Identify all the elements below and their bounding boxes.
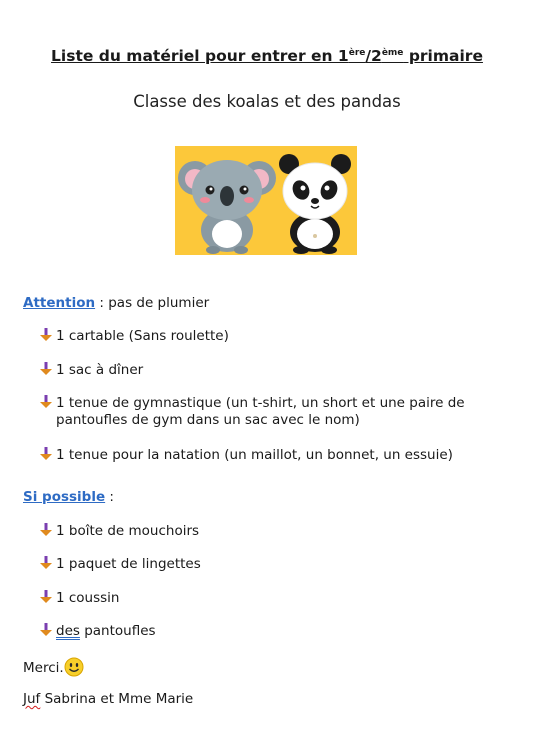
- merci-text: Merci.: [23, 660, 64, 676]
- list-item-text: 1 paquet de lingettes: [56, 556, 201, 572]
- bullet-arrow-icon: [40, 395, 52, 409]
- list-item: [40, 328, 510, 345]
- title-sup-1: ère: [348, 47, 366, 58]
- bullet-arrow-icon: [40, 447, 52, 461]
- list-item-text: 1 boîte de mouchoirs: [56, 523, 200, 539]
- signature-rest: Sabrina et Mme Marie: [40, 691, 194, 707]
- bullet-arrow-icon: [40, 328, 52, 342]
- list-item-text: 1 tenue pour la natation (un maillot, un bonnet, un essuie): [56, 447, 453, 463]
- list-item: [40, 556, 510, 573]
- title-text-2: /2: [365, 47, 382, 65]
- illustration-svg: [175, 146, 357, 255]
- list-item: [40, 395, 510, 429]
- panda-icon: [279, 154, 351, 254]
- list-item-text: 1 coussin: [56, 590, 120, 606]
- list-item-text: 1 tenue de gymnastique (un t-shirt, un short et une paire de pantoufles de gym dans un sac avec le nom): [56, 395, 465, 428]
- class-subtitle: Classe des koalas et des pandas: [133, 92, 401, 111]
- attention-text: : pas de plumier: [95, 295, 210, 311]
- closing-line: [23, 657, 84, 677]
- bullet-arrow-icon: [40, 623, 52, 637]
- list-item: [40, 523, 510, 540]
- list-item-text: 1 cartable (Sans roulette): [56, 328, 229, 344]
- list-item: [40, 362, 510, 379]
- optional-line: [23, 489, 114, 505]
- bullet-arrow-icon: [40, 523, 52, 537]
- list-item: [40, 447, 510, 464]
- list-item-rest: pantoufles: [79, 623, 156, 639]
- document-title: [0, 47, 534, 65]
- list-item: [40, 623, 510, 640]
- attention-line: [23, 295, 209, 311]
- list-item-text: 1 sac à dîner: [56, 362, 144, 378]
- bullet-arrow-icon: [40, 556, 52, 570]
- signature-first-word: Juf: [23, 691, 41, 707]
- title-text-3: primaire: [403, 47, 483, 65]
- bullet-arrow-icon: [40, 590, 52, 604]
- smiley-icon: [64, 657, 84, 677]
- list-item-text: [56, 623, 510, 640]
- koala-icon: [178, 160, 276, 254]
- signature-line: [23, 691, 193, 707]
- title-text-1: Liste du matériel pour entrer en 1: [51, 47, 349, 65]
- optional-text: :: [105, 489, 114, 505]
- title-sup-2: ème: [381, 47, 404, 58]
- koala-panda-illustration: [175, 146, 357, 255]
- bullet-arrow-icon: [40, 362, 52, 376]
- attention-keyword: Attention: [23, 295, 96, 311]
- optional-keyword: Si possible: [23, 489, 106, 505]
- list-item: [40, 590, 510, 607]
- list-item-first-word: des: [56, 623, 80, 639]
